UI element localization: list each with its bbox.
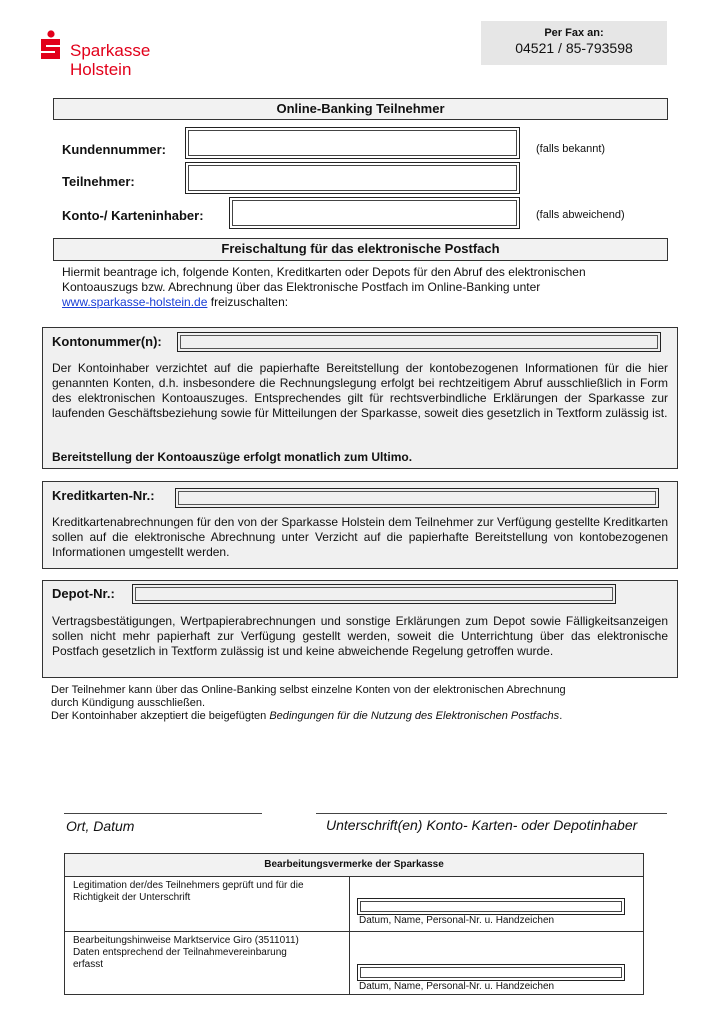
fax-box bbox=[481, 21, 667, 65]
kontoauszug-note: Bereitstellung der Kontoauszüge erfolgt monatlich zum Ultimo. bbox=[52, 450, 413, 464]
fax-label: Per Fax an: bbox=[544, 27, 604, 39]
table-cell-description bbox=[65, 876, 350, 931]
kundennummer-hint: (falls bekannt) bbox=[536, 143, 606, 155]
kundennummer-label: Kundennummer: bbox=[62, 142, 166, 157]
signature-label: Unterschrift(en) Konto- Karten- oder Depotinhaber bbox=[326, 817, 638, 833]
bank-table-title: Bearbeitungsvermerke der Sparkasse bbox=[65, 854, 643, 877]
depot-section bbox=[42, 580, 678, 678]
logo-line2: Holstein bbox=[70, 60, 132, 79]
conditions-reference: Bedingungen für die Nutzung des Elektronischen Postfachs bbox=[269, 710, 560, 722]
row1-line1: Legitimation der/des Teilnehmers geprüft und für die bbox=[73, 880, 304, 891]
row1-caption: Datum, Name, Personal-Nr. u. Handzeichen bbox=[359, 915, 555, 926]
depot-text: Vertragsbestätigungen, Wertpapierabrechnungen und sonstige Erklärungen zum Depot sowie Fälligkeitsanzeigen sollen nicht mehr papierhaft zur Verfügung gestellt werden, soweit die Unterrichtung über das elektronische Postfach gesetzlich in Textform zulässig ist und keine abweichende Regelung getroffen wurde. bbox=[52, 614, 668, 658]
footer-line3-suffix: . bbox=[559, 710, 563, 722]
fax-number: 04521 / 85-793598 bbox=[515, 40, 633, 56]
intro-line3 bbox=[62, 295, 672, 310]
kontonummer-section bbox=[42, 327, 678, 469]
kontonummer-field[interactable] bbox=[177, 332, 661, 352]
row1-line2: Richtigkeit der Unterschrift bbox=[73, 892, 191, 903]
footer-line2: durch Kündigung ausschließen. bbox=[51, 697, 206, 709]
section-title-online-banking: Online-Banking Teilnehmer bbox=[53, 98, 668, 120]
kundennummer-field[interactable] bbox=[185, 127, 520, 159]
bank-processing-table bbox=[64, 853, 644, 995]
kreditkarten-text: Kreditkartenabrechnungen für den von der Sparkasse Holstein dem Teilnehmer zur Verfügung gestellte Kreditkarten sollen auf die elektronische Abrechnung unter Verzicht auf die papierhafte Bereitstellung von kontobezogenen Informationen umgestellt werden. bbox=[52, 515, 668, 559]
table-row bbox=[65, 876, 643, 932]
place-date-line bbox=[64, 813, 262, 814]
footer-line1: Der Teilnehmer kann über das Online-Banking selbst einzelne Konten von der elektronischen Abrechnung bbox=[51, 684, 566, 696]
row2-line2: Daten entsprechend der Teilnahmevereinbarung bbox=[73, 947, 287, 958]
logo-line1: Sparkasse bbox=[70, 41, 151, 60]
footer-line3-prefix: Der Kontoinhaber akzeptiert die beigefügten bbox=[51, 710, 270, 722]
inhaber-label: Konto-/ Karteninhaber: bbox=[62, 208, 204, 223]
kreditkarten-label: Kreditkarten-Nr.: bbox=[52, 488, 155, 503]
footer-notes bbox=[51, 684, 671, 723]
teilnehmer-field[interactable] bbox=[185, 162, 520, 194]
table-cell-description bbox=[65, 931, 350, 995]
signature-line bbox=[316, 813, 667, 814]
postfach-intro bbox=[62, 265, 672, 310]
teilnehmer-label: Teilnehmer: bbox=[62, 174, 135, 189]
place-date-label: Ort, Datum bbox=[66, 818, 135, 834]
table-row bbox=[65, 931, 643, 995]
row2-signature-field[interactable] bbox=[357, 964, 625, 981]
inhaber-field[interactable] bbox=[229, 197, 520, 229]
intro-line2: Kontoauszugs bzw. Abrechnung über das Elektronische Postfach im Online-Banking unter bbox=[62, 280, 541, 294]
kontonummer-label: Kontonummer(n): bbox=[52, 334, 162, 349]
intro-suffix: freizuschalten: bbox=[207, 295, 289, 309]
row2-caption: Datum, Name, Personal-Nr. u. Handzeichen bbox=[359, 981, 555, 992]
sparkasse-logo-icon bbox=[38, 30, 64, 64]
row1-signature-field[interactable] bbox=[357, 898, 625, 915]
depot-field[interactable] bbox=[132, 584, 616, 604]
kreditkarten-section bbox=[42, 481, 678, 569]
footer-line3 bbox=[51, 710, 671, 723]
inhaber-hint: (falls abweichend) bbox=[536, 209, 625, 221]
depot-label: Depot-Nr.: bbox=[52, 586, 115, 601]
row2-line1: Bearbeitungshinweise Marktservice Giro (3511011) bbox=[73, 935, 299, 946]
row2-line3: erfasst bbox=[73, 959, 104, 970]
sparkasse-logo-text bbox=[70, 41, 150, 79]
sparkasse-website-link[interactable]: www.sparkasse-holstein.de bbox=[62, 295, 208, 309]
section-title-postfach: Freischaltung für das elektronische Postfach bbox=[53, 238, 668, 261]
kreditkarten-field[interactable] bbox=[175, 488, 659, 508]
intro-line1: Hiermit beantrage ich, folgende Konten, Kreditkarten oder Depots für den Abruf des elektronischen bbox=[62, 265, 586, 279]
kontonummer-text: Der Kontoinhaber verzichtet auf die papierhafte Bereitstellung der kontobezogenen Informationen für die hier genannten Konten, d.h. insbesondere die Rechnungslegung erfolgt bei rechtzeitigem Abruf ausschließlich in Form des elektronischen Kontoauszuges. Entsprechendes gilt für rechtsverbindliche Erklärungen der Sparkasse zur laufenden Geschäftsbeziehung sowie für Mitteilungen der Sparkasse, soweit dies gesetzlich in Textform zulässig ist. bbox=[52, 361, 668, 420]
